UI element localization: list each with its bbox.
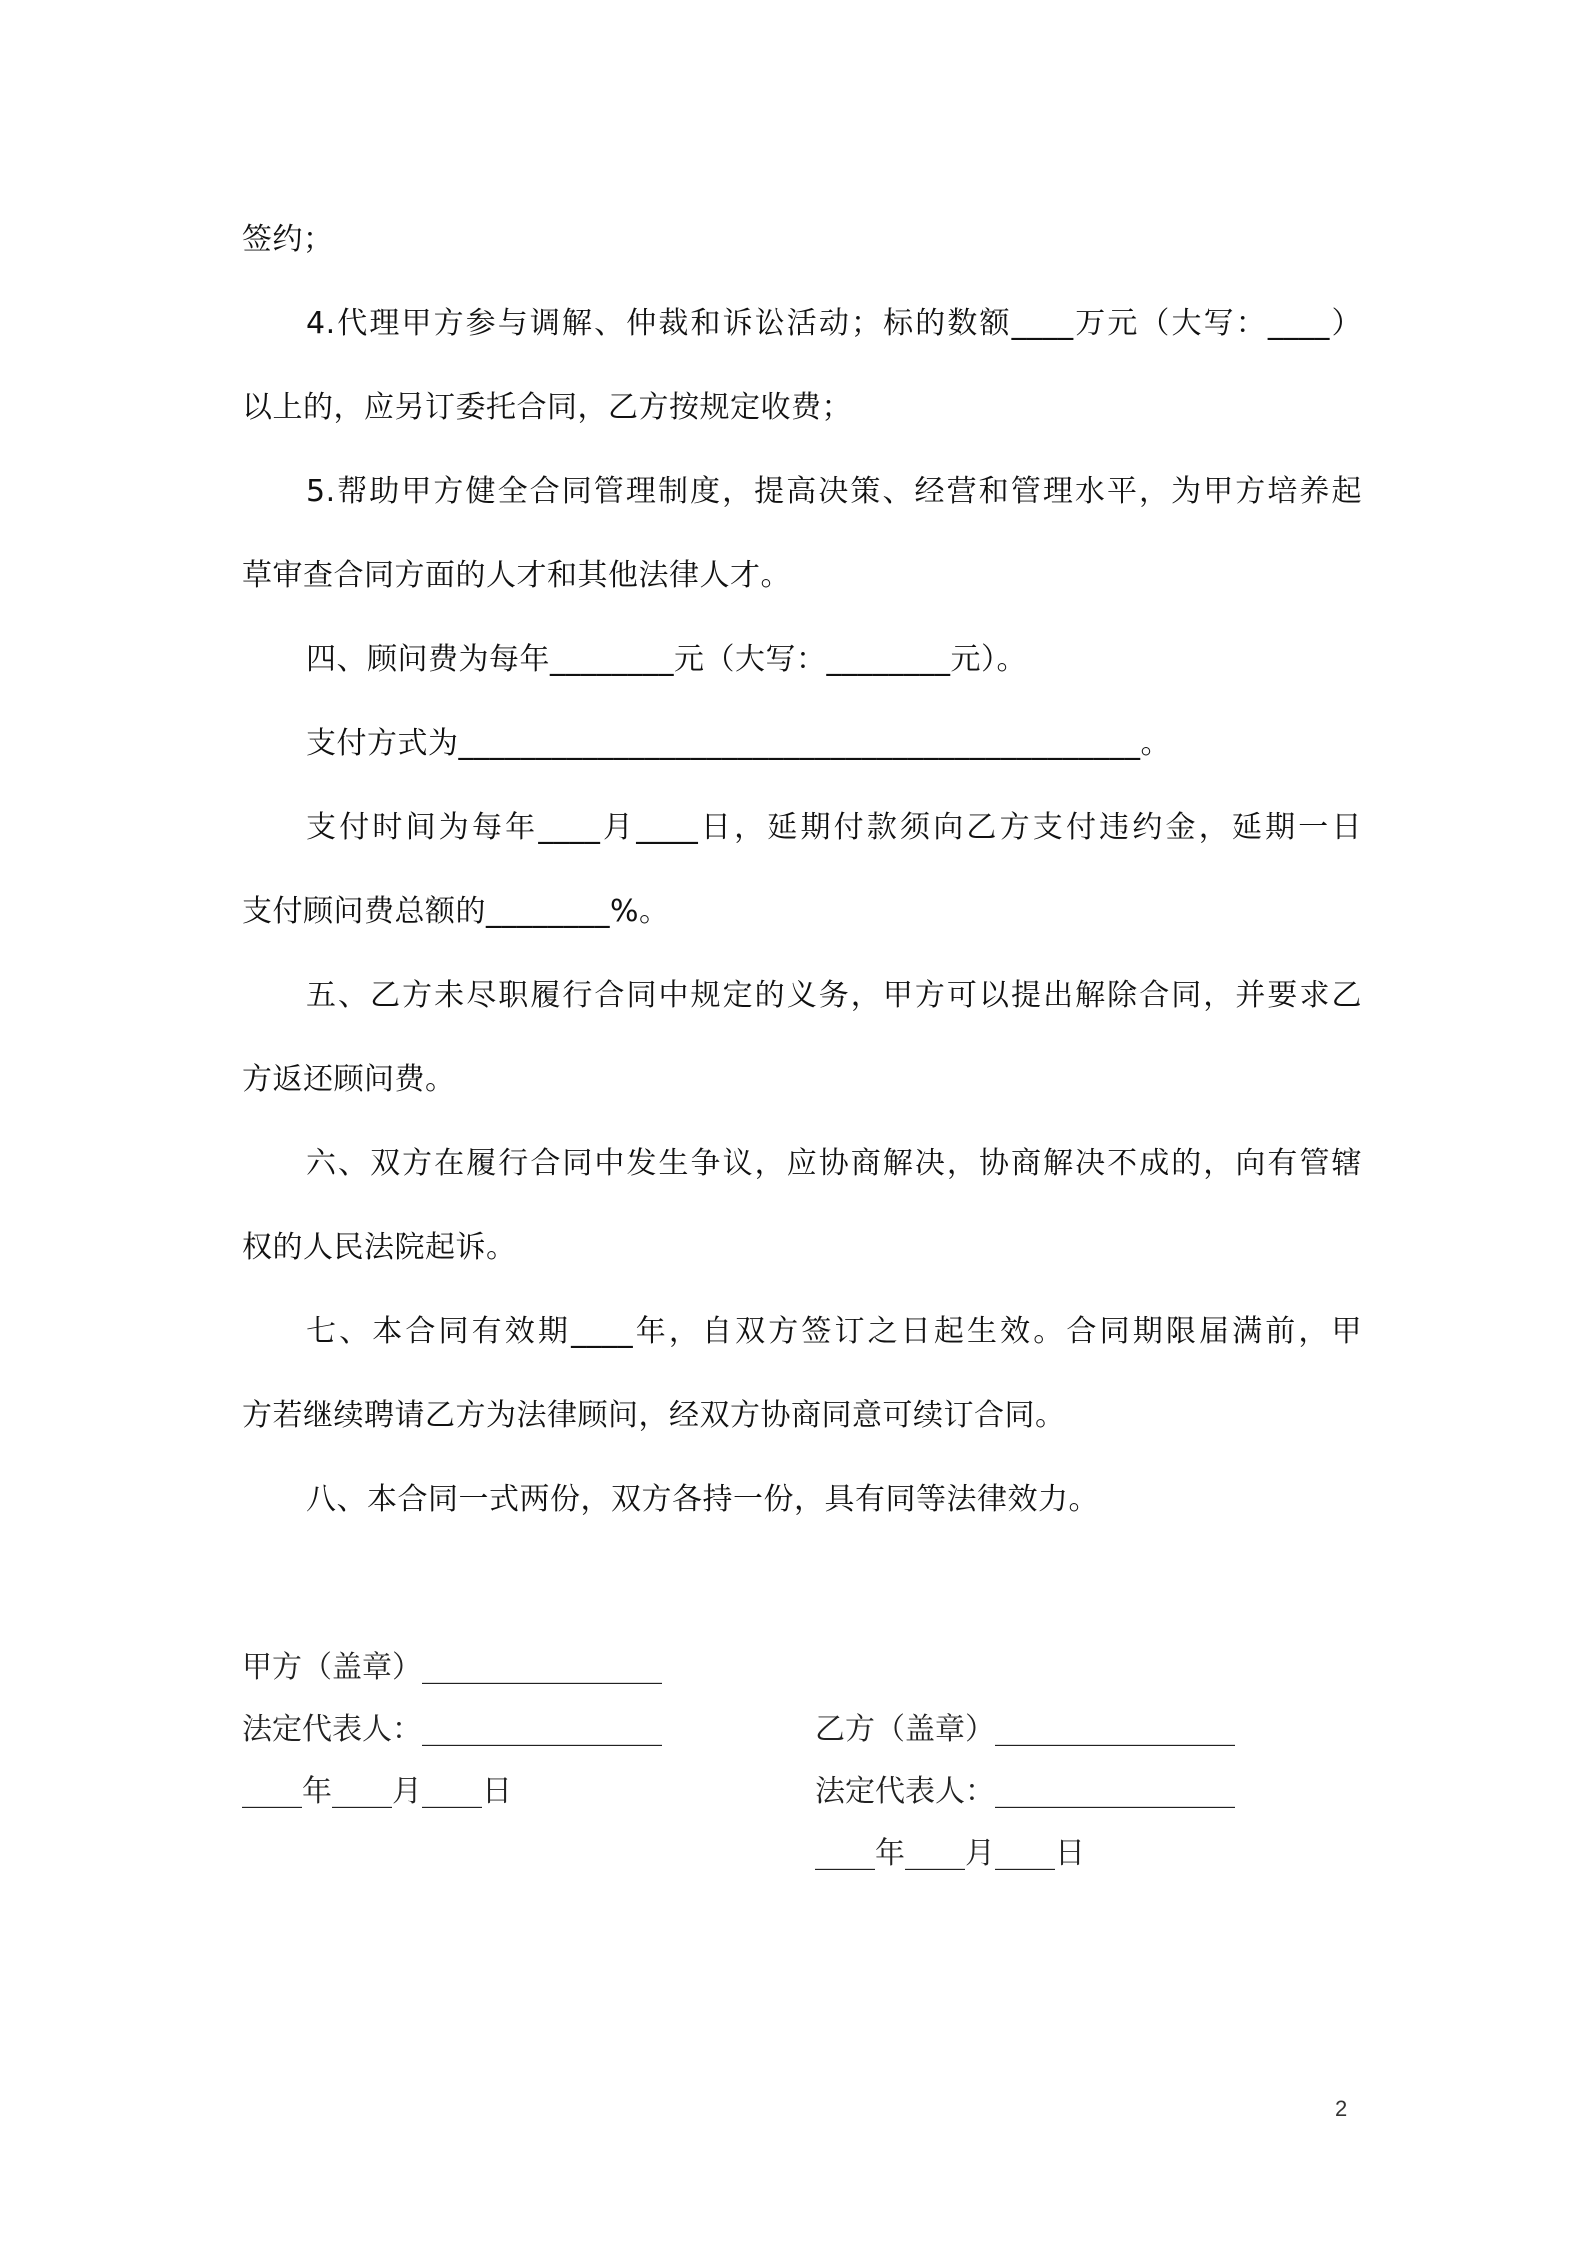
text-line: 支付方式为____________________________________________。	[306, 726, 1171, 761]
signature-block	[242, 1575, 1392, 1871]
text-line: 八、本合同一式两份，双方各持一份，具有同等法律效力。	[306, 1482, 1099, 1517]
contract-body	[242, 198, 1362, 1542]
text-line: 签约；	[242, 222, 334, 257]
text-line: 支付时间为每年____月____日，延期付款须向乙方支付违约金，延期一日	[306, 810, 1362, 845]
text-line: 六、双方在履行合同中发生争议，应协商解决，协商解决不成的，向有管辖	[306, 1146, 1362, 1181]
party-b-date: ____年____月____日	[815, 1836, 1085, 1871]
text-line: 4.代理甲方参与调解、仲裁和诉讼活动；标的数额____万元（大写：____）	[306, 306, 1362, 341]
text-line: 方返还顾问费。	[242, 1062, 456, 1097]
text-line: 支付顾问费总额的________%。	[242, 894, 670, 929]
party-a-representative: 法定代表人：________________	[242, 1712, 662, 1747]
text-line: 七、本合同有效期____年，自双方签订之日起生效。合同期限届满前，甲	[306, 1314, 1362, 1349]
text-line: 5.帮助甲方健全合同管理制度，提高决策、经营和管理水平，为甲方培养起	[306, 474, 1362, 509]
text-line: 四、顾问费为每年________元（大写：________元）。	[306, 642, 1027, 677]
party-a-seal: 甲方（盖章）________________	[242, 1650, 662, 1685]
text-line: 草审查合同方面的人才和其他法律人才。	[242, 558, 791, 593]
text-line: 五、乙方未尽职履行合同中规定的义务，甲方可以提出解除合同，并要求乙	[306, 978, 1362, 1013]
party-b-representative: 法定代表人：________________	[815, 1774, 1235, 1809]
text-line: 权的人民法院起诉。	[242, 1230, 517, 1265]
text-line: 以上的，应另订委托合同，乙方按规定收费；	[242, 390, 852, 425]
page-number: 2	[1335, 2096, 1348, 2121]
text-line: 方若继续聘请乙方为法律顾问，经双方协商同意可续订合同。	[242, 1398, 1066, 1433]
party-a-date: ____年____月____日	[242, 1774, 512, 1809]
party-b-seal: 乙方（盖章）________________	[815, 1712, 1235, 1747]
